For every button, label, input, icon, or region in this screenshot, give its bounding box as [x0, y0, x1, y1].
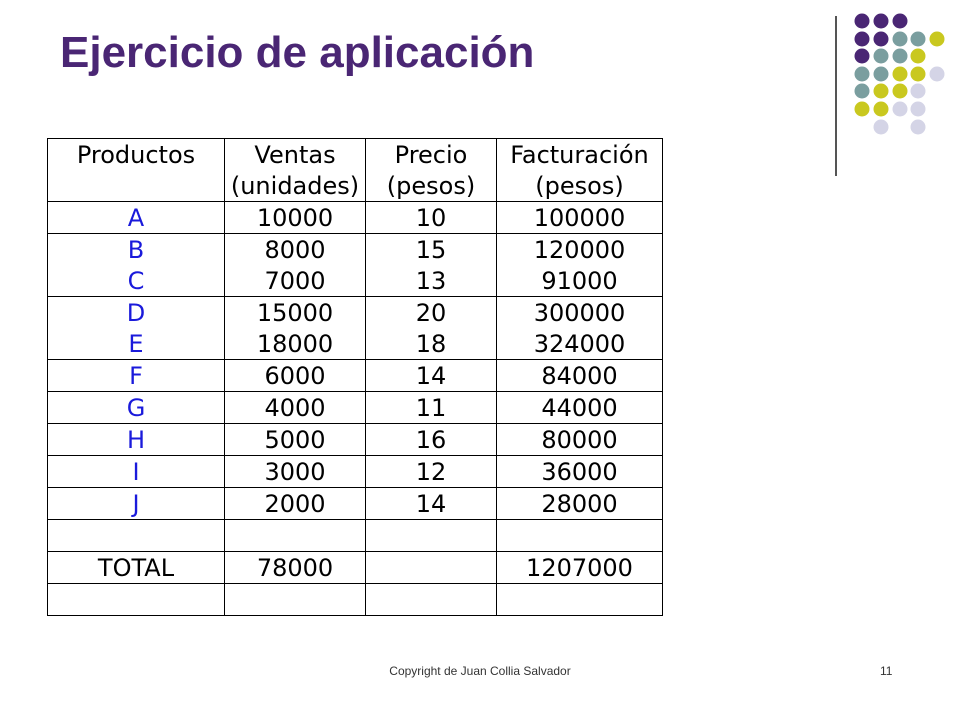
- table-row: [48, 488, 663, 520]
- blank-row: [48, 520, 663, 552]
- header-sales-unit: (unidades): [225, 170, 366, 202]
- table-row: [48, 392, 663, 424]
- blank-row: [48, 584, 663, 616]
- price-cell: 16: [366, 424, 497, 456]
- dot-lavender: [911, 84, 926, 99]
- dot-purple: [855, 32, 870, 47]
- dot-purple: [893, 14, 908, 29]
- product-cell: F: [48, 360, 225, 392]
- dot-teal: [893, 49, 908, 64]
- sales-cell: 15000: [225, 297, 366, 329]
- footer-copyright: Copyright de Juan Collia Salvador: [389, 664, 571, 678]
- dot-lavender: [911, 102, 926, 117]
- price-cell: 15: [366, 234, 497, 266]
- revenue-cell: 36000: [497, 456, 663, 488]
- revenue-cell: 44000: [497, 392, 663, 424]
- product-cell: B: [48, 234, 225, 266]
- total-label: TOTAL: [48, 552, 225, 584]
- dot-lavender: [874, 120, 889, 135]
- dot-yellow: [911, 67, 926, 82]
- dot-yellow: [893, 84, 908, 99]
- dot-purple: [855, 14, 870, 29]
- table-row: [48, 456, 663, 488]
- price-cell: 10: [366, 202, 497, 234]
- dot-yellow: [911, 49, 926, 64]
- dot-teal: [893, 32, 908, 47]
- header-products-blank: [48, 170, 225, 202]
- dot-purple: [855, 49, 870, 64]
- table-row: [48, 202, 663, 234]
- dot-yellow: [930, 32, 945, 47]
- dot-yellow: [855, 102, 870, 117]
- revenue-cell: 28000: [497, 488, 663, 520]
- dot-lavender: [930, 67, 945, 82]
- product-cell: J: [48, 488, 225, 520]
- revenue-cell: 300000: [497, 297, 663, 329]
- revenue-cell: 100000: [497, 202, 663, 234]
- price-cell: 18: [366, 328, 497, 360]
- dot-teal: [855, 67, 870, 82]
- sales-cell: 10000: [225, 202, 366, 234]
- header-products: Productos: [48, 139, 225, 171]
- page-number: 11: [880, 664, 893, 678]
- header-price-unit: (pesos): [366, 170, 497, 202]
- dot-lavender: [911, 120, 926, 135]
- table-header-row: [48, 139, 663, 171]
- product-cell: E: [48, 328, 225, 360]
- header-sales: Ventas: [225, 139, 366, 171]
- total-revenue: 1207000: [497, 552, 663, 584]
- price-cell: 11: [366, 392, 497, 424]
- price-cell: 14: [366, 360, 497, 392]
- price-cell: 12: [366, 456, 497, 488]
- sales-cell: 7000: [225, 265, 366, 297]
- revenue-cell: 80000: [497, 424, 663, 456]
- revenue-cell: 324000: [497, 328, 663, 360]
- dot-purple: [874, 32, 889, 47]
- header-revenue-unit: (pesos): [497, 170, 663, 202]
- product-cell: A: [48, 202, 225, 234]
- total-row: [48, 552, 663, 584]
- header-revenue: Facturación: [497, 139, 663, 171]
- table-row: [48, 424, 663, 456]
- sales-cell: 2000: [225, 488, 366, 520]
- product-cell: I: [48, 456, 225, 488]
- total-sales: 78000: [225, 552, 366, 584]
- dot-purple: [874, 14, 889, 29]
- sales-cell: 8000: [225, 234, 366, 266]
- dot-teal: [911, 32, 926, 47]
- table-row: [48, 328, 663, 360]
- revenue-cell: 84000: [497, 360, 663, 392]
- dot-teal: [855, 84, 870, 99]
- product-cell: H: [48, 424, 225, 456]
- sales-cell: 6000: [225, 360, 366, 392]
- dot-teal: [874, 67, 889, 82]
- header-price: Precio: [366, 139, 497, 171]
- table-units-row: [48, 170, 663, 202]
- sales-cell: 18000: [225, 328, 366, 360]
- dot-lavender: [893, 102, 908, 117]
- table-row: [48, 265, 663, 297]
- revenue-cell: 120000: [497, 234, 663, 266]
- price-cell: 14: [366, 488, 497, 520]
- price-cell: 20: [366, 297, 497, 329]
- dot-teal: [874, 49, 889, 64]
- sales-table: [47, 138, 663, 616]
- dot-yellow: [874, 102, 889, 117]
- total-price-blank: [366, 552, 497, 584]
- dot-yellow: [893, 67, 908, 82]
- sales-cell: 5000: [225, 424, 366, 456]
- product-cell: G: [48, 392, 225, 424]
- revenue-cell: 91000: [497, 265, 663, 297]
- product-cell: C: [48, 265, 225, 297]
- slide-title: Ejercicio de aplicación: [60, 28, 535, 77]
- sales-cell: 3000: [225, 456, 366, 488]
- sales-cell: 4000: [225, 392, 366, 424]
- decorative-vertical-line: [835, 16, 837, 176]
- table-row: [48, 360, 663, 392]
- table-row: [48, 234, 663, 266]
- price-cell: 13: [366, 265, 497, 297]
- dot-yellow: [874, 84, 889, 99]
- product-cell: D: [48, 297, 225, 329]
- table-row: [48, 297, 663, 329]
